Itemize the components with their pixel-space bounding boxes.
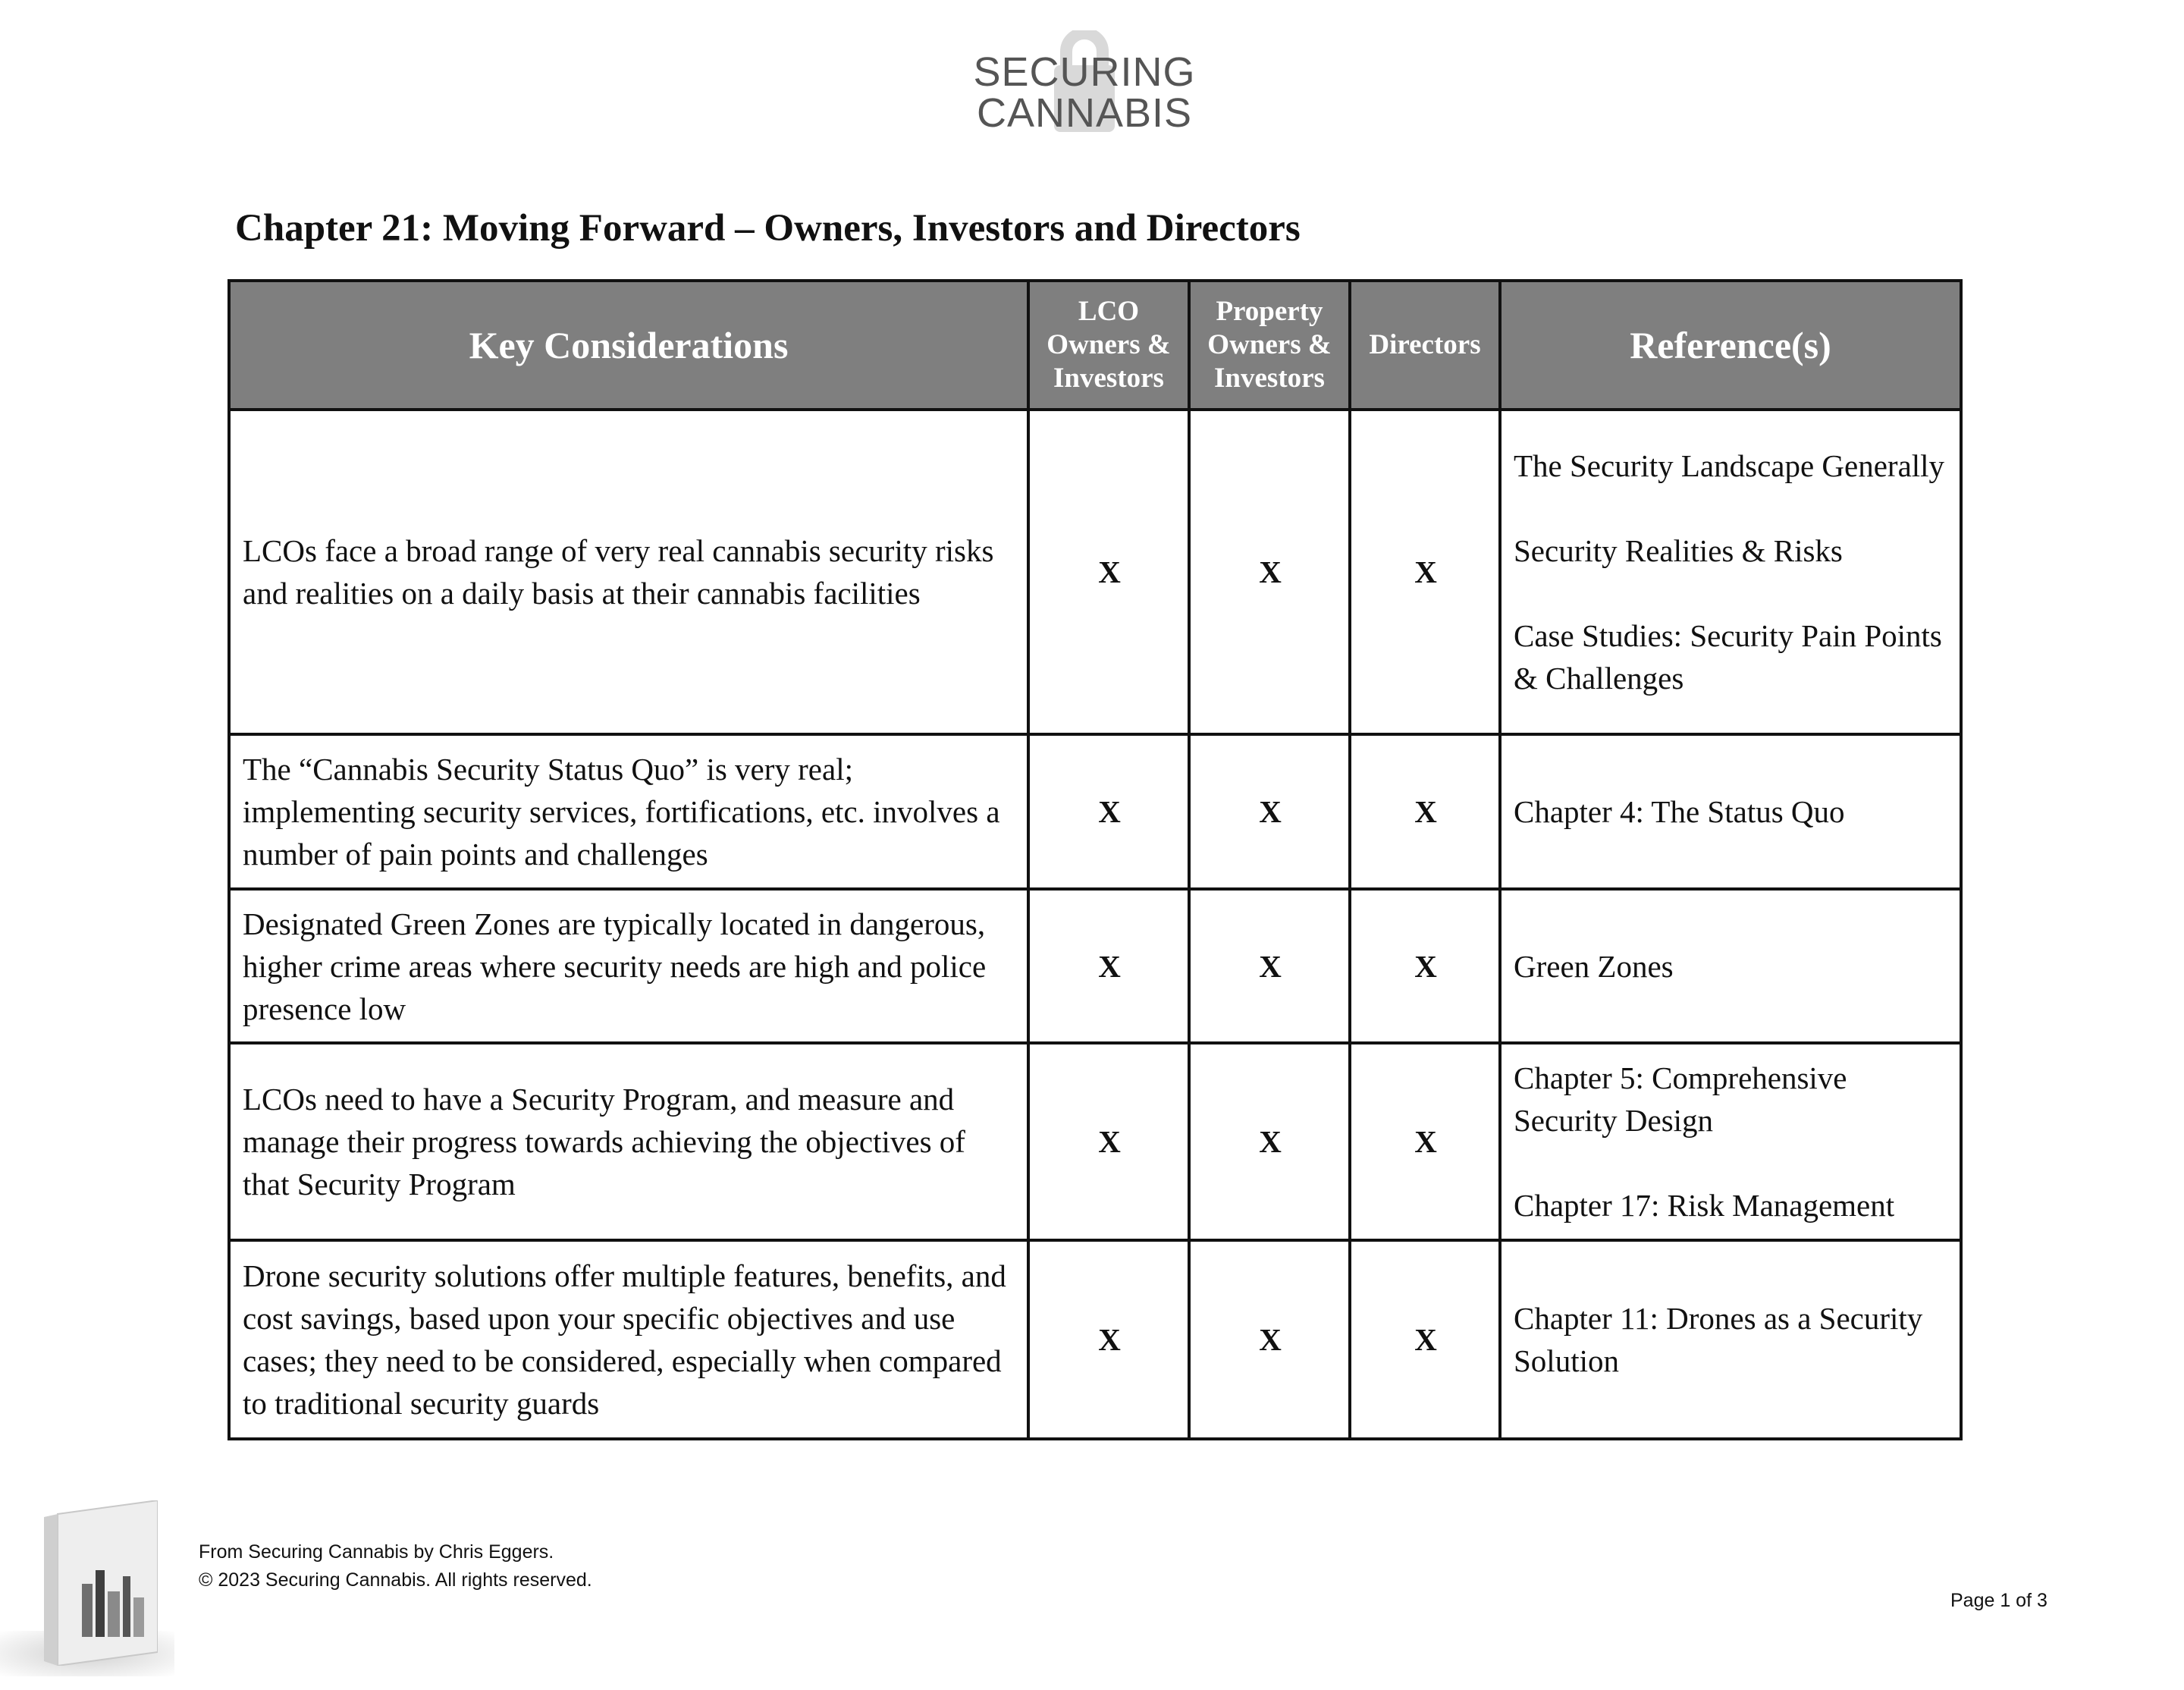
header-key-considerations: Key Considerations bbox=[229, 281, 1028, 410]
considerations-table bbox=[228, 279, 1963, 1440]
lco-mark: X bbox=[1028, 410, 1189, 734]
table-row bbox=[229, 889, 1961, 1043]
page-number: Page 1 of 3 bbox=[1950, 1590, 2048, 1611]
table-row bbox=[229, 1240, 1961, 1439]
header-property-owners-investors bbox=[1189, 281, 1350, 410]
book-cover-icon bbox=[44, 1500, 158, 1666]
header-lco-owners-investors bbox=[1028, 281, 1189, 410]
property-mark: X bbox=[1189, 734, 1350, 889]
logo-line-2: CANNABIS bbox=[976, 90, 1193, 136]
table-header-row bbox=[229, 281, 1961, 410]
lco-mark: X bbox=[1028, 1240, 1189, 1439]
consideration-cell: Drone security solutions offer multiple features, benefits, and cost savings, based upon your specific objectives and use cases; they need to be considered, especially when compared to traditional security guards bbox=[229, 1240, 1028, 1439]
directors-mark: X bbox=[1350, 410, 1500, 734]
consideration-cell: LCOs face a broad range of very real cannabis security risks and realities on a daily basis at their cannabis facilities bbox=[229, 410, 1028, 734]
logo-line-1: SECURING bbox=[973, 49, 1196, 95]
references-cell bbox=[1500, 1043, 1961, 1240]
lco-mark: X bbox=[1028, 734, 1189, 889]
references-cell bbox=[1500, 410, 1961, 734]
lco-mark: X bbox=[1028, 1043, 1189, 1240]
reference-item: Chapter 5: Comprehensive Security Design bbox=[1514, 1060, 1847, 1138]
property-mark: X bbox=[1189, 889, 1350, 1043]
reference-item: Case Studies: Security Pain Points & Challenges bbox=[1514, 618, 1942, 696]
header-lco-line: Owners & bbox=[1046, 329, 1171, 360]
property-mark: X bbox=[1189, 410, 1350, 734]
header-property-line: Owners & bbox=[1207, 329, 1332, 360]
page-title: Chapter 21: Moving Forward – Owners, Investors and Directors bbox=[235, 207, 1301, 250]
directors-mark: X bbox=[1350, 1240, 1500, 1439]
directors-mark: X bbox=[1350, 889, 1500, 1043]
consideration-cell: LCOs need to have a Security Program, and measure and manage their progress towards achieving the objectives of that Security Program bbox=[229, 1043, 1028, 1240]
consideration-cell: Designated Green Zones are typically located in dangerous, higher crime areas where security needs are high and police presence low bbox=[229, 889, 1028, 1043]
references-cell bbox=[1500, 734, 1961, 889]
property-mark: X bbox=[1189, 1043, 1350, 1240]
table-row bbox=[229, 734, 1961, 889]
table-row bbox=[229, 1043, 1961, 1240]
references-cell bbox=[1500, 1240, 1961, 1439]
header-lco-line: LCO bbox=[1078, 296, 1140, 327]
reference-item: Chapter 17: Risk Management bbox=[1514, 1188, 1895, 1223]
reference-item: The Security Landscape Generally bbox=[1514, 448, 1945, 483]
directors-mark: X bbox=[1350, 1043, 1500, 1240]
reference-item: Security Realities & Risks bbox=[1514, 533, 1843, 568]
footer-line: From Securing Cannabis by Chris Eggers. bbox=[199, 1541, 554, 1563]
lco-mark: X bbox=[1028, 889, 1189, 1043]
header-property-line: Property bbox=[1216, 296, 1323, 327]
header-references: Reference(s) bbox=[1500, 281, 1961, 410]
consideration-cell: The “Cannabis Security Status Quo” is very real; implementing security services, fortifications, etc. involves a number of pain points and challenges bbox=[229, 734, 1028, 889]
footer-credit bbox=[199, 1538, 592, 1594]
directors-mark: X bbox=[1350, 734, 1500, 889]
reference-item: Green Zones bbox=[1514, 948, 1674, 984]
header-lco-line: Investors bbox=[1053, 363, 1164, 394]
table-row bbox=[229, 410, 1961, 734]
reference-item: Chapter 11: Drones as a Security Solution bbox=[1514, 1301, 1923, 1378]
reference-item: Chapter 4: The Status Quo bbox=[1514, 794, 1845, 829]
header-property-line: Investors bbox=[1214, 363, 1325, 394]
references-cell bbox=[1500, 889, 1961, 1043]
property-mark: X bbox=[1189, 1240, 1350, 1439]
footer-line: © 2023 Securing Cannabis. All rights reserved. bbox=[199, 1569, 592, 1591]
logo bbox=[933, 30, 1236, 137]
header-directors: Directors bbox=[1350, 281, 1500, 410]
